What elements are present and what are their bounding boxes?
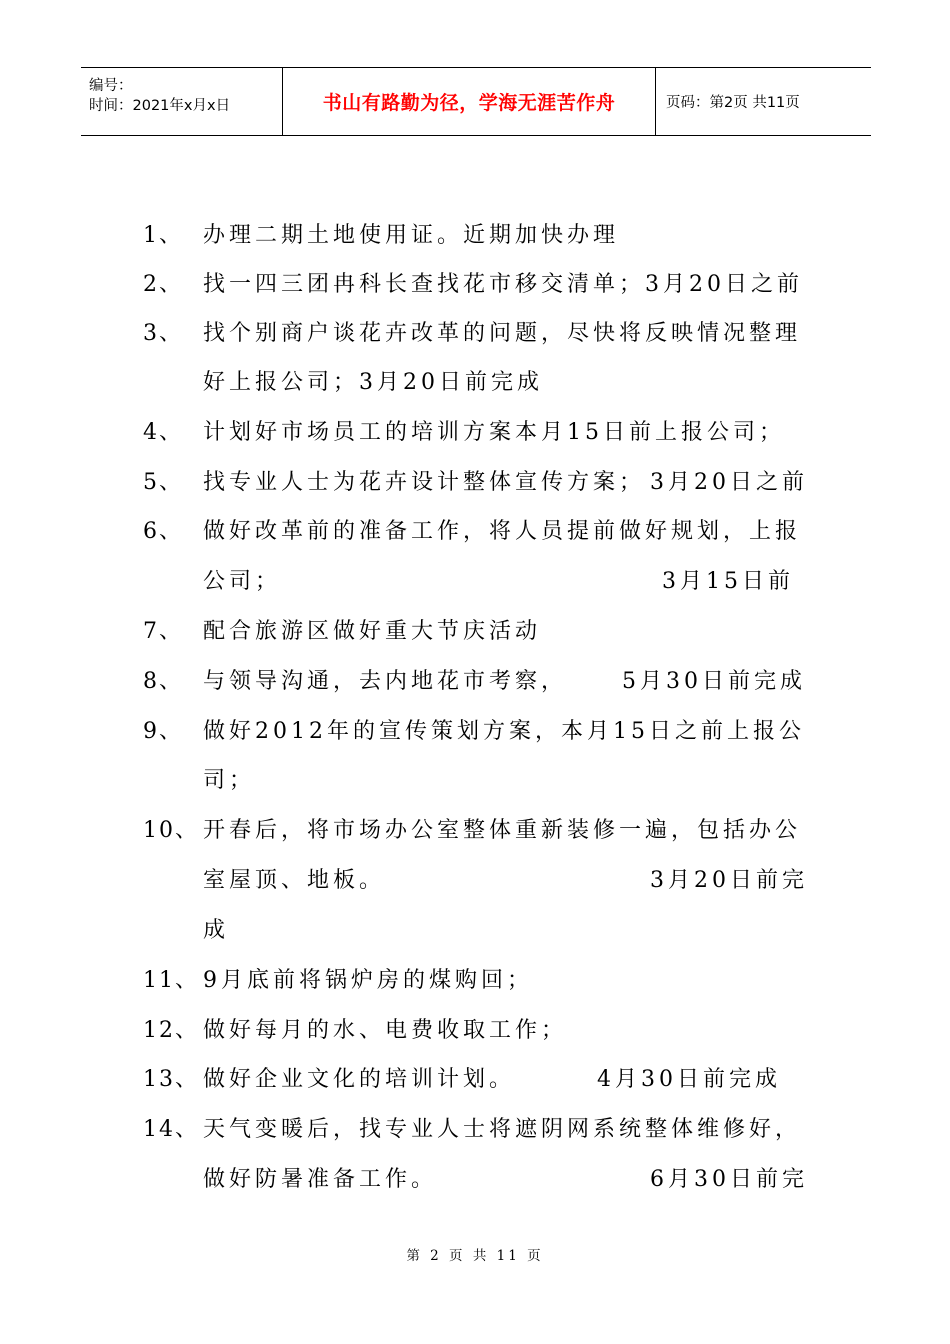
item-text: 9月底前将锅炉房的煤购回； bbox=[203, 968, 533, 993]
page-label: 页码：第2页 共11页 bbox=[666, 95, 800, 111]
item-text: 找一四三团冉科长查找花市移交清单；3月20日之前 bbox=[203, 272, 803, 297]
item-number: 10、 bbox=[143, 818, 199, 843]
item-number: 3、 bbox=[143, 321, 183, 346]
item-text: 天气变暖后，找专业人士将遮阴网系统整体维修好， bbox=[203, 1117, 802, 1142]
item-text: 计划好市场员工的培训方案本月15日前上报公司； bbox=[203, 420, 785, 445]
list-item-continuation bbox=[0, 1155, 950, 1205]
list-item bbox=[0, 607, 950, 657]
item-text: 室屋顶、地板。 bbox=[203, 868, 386, 893]
list-item bbox=[0, 260, 950, 310]
page-header bbox=[81, 67, 871, 136]
list-item-continuation bbox=[0, 756, 950, 806]
item-deadline: 6月30日前完 bbox=[650, 1167, 808, 1192]
item-text: 配合旅游区做好重大节庆活动 bbox=[203, 619, 542, 644]
item-number: 13、 bbox=[143, 1067, 199, 1092]
list-item-continuation bbox=[0, 856, 950, 906]
list-item-continuation bbox=[0, 557, 950, 607]
item-deadline: 4月30日前完成 bbox=[597, 1067, 781, 1092]
list-item bbox=[0, 211, 950, 261]
list-item-continuation bbox=[0, 358, 950, 408]
list-item bbox=[0, 707, 950, 757]
item-text: 办理二期土地使用证。近期加快办理 bbox=[203, 223, 620, 248]
item-text: 找专业人士为花卉设计整体宣传方案； bbox=[203, 470, 646, 495]
item-number: 6、 bbox=[143, 519, 183, 544]
item-number: 7、 bbox=[143, 619, 183, 644]
item-number: 9、 bbox=[143, 719, 183, 744]
item-text: 找个别商户谈花卉改革的问题，尽快将反映情况整理 bbox=[203, 321, 802, 346]
motto-text: 书山有路勤为径，学海无涯苦作舟 bbox=[322, 92, 616, 114]
page-footer: 第 2 页 共 11 页 bbox=[406, 1248, 544, 1264]
item-text: 做好每月的水、电费收取工作； bbox=[203, 1018, 568, 1043]
list-item bbox=[0, 408, 950, 458]
code-label: 编号： bbox=[89, 78, 133, 94]
item-number: 4、 bbox=[143, 420, 183, 445]
item-number: 11、 bbox=[143, 968, 199, 993]
item-deadline: 3月20日前完 bbox=[650, 868, 808, 893]
list-item-continuation bbox=[0, 906, 950, 956]
item-number: 12、 bbox=[143, 1018, 199, 1043]
list-item bbox=[0, 806, 950, 856]
item-number: 14、 bbox=[143, 1117, 199, 1142]
list-item bbox=[0, 458, 950, 508]
list-item bbox=[0, 1006, 950, 1056]
header-page-cell bbox=[656, 68, 871, 135]
header-meta-cell bbox=[81, 68, 283, 135]
item-number: 8、 bbox=[143, 669, 183, 694]
item-deadline: 3月20日之前 bbox=[650, 470, 808, 495]
item-deadline: 3月15日前 bbox=[662, 569, 794, 594]
list-item bbox=[0, 956, 950, 1006]
list-item bbox=[0, 309, 950, 359]
item-number: 5、 bbox=[143, 470, 183, 495]
list-item bbox=[0, 1105, 950, 1155]
item-deadline: 5月30日前完成 bbox=[622, 669, 806, 694]
item-text: 做好企业文化的培训计划。 bbox=[203, 1067, 516, 1092]
item-text: 公司； bbox=[203, 569, 282, 594]
item-text: 开春后，将市场办公室整体重新装修一遍，包括办公 bbox=[203, 818, 802, 843]
list-item bbox=[0, 1055, 950, 1105]
item-text: 与领导沟通，去内地花市考察， bbox=[203, 669, 568, 694]
item-text: 司； bbox=[203, 768, 256, 793]
item-text: 好上报公司；3月20日前完成 bbox=[203, 370, 543, 395]
time-label: 时间：2021年x月x日 bbox=[89, 98, 231, 114]
list-item bbox=[0, 507, 950, 557]
list-item bbox=[0, 657, 950, 707]
item-number: 1、 bbox=[143, 223, 183, 248]
header-motto-cell bbox=[283, 68, 656, 135]
item-text: 做好防暑准备工作。 bbox=[203, 1167, 438, 1192]
item-text: 做好改革前的准备工作，将人员提前做好规划，上报 bbox=[203, 519, 802, 544]
item-text: 做好2012年的宣传策划方案，本月15日之前上报公 bbox=[203, 719, 805, 744]
item-number: 2、 bbox=[143, 272, 183, 297]
item-text: 成 bbox=[203, 918, 230, 943]
